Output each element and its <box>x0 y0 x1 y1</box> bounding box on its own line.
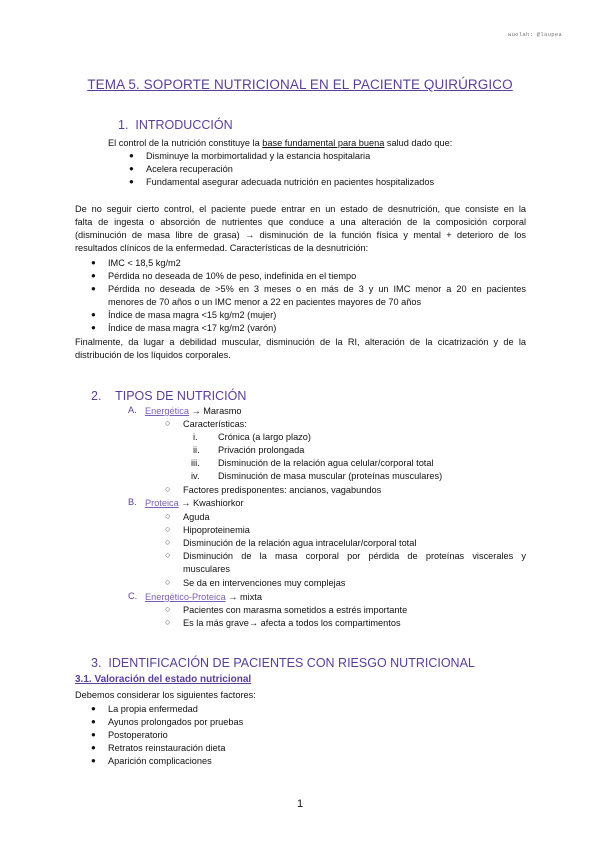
list-item: Retratos reinstauración dieta <box>108 743 226 753</box>
intro-text-end: salud dado que: <box>386 138 453 148</box>
paragraph-line: Debemos considerar los siguientes factores: <box>75 690 256 700</box>
list-item: Índice de masa magra <15 kg/m2 (mujer) <box>108 310 277 320</box>
list-item: Disminución de la masa corporal por pérdida de proteínas viscerales y <box>183 551 526 561</box>
roman-numeral: iv. <box>191 471 200 481</box>
list-item: Disminución de masa muscular (proteínas musculares) <box>218 471 443 481</box>
circle-bullet-icon: ○ <box>165 484 171 494</box>
circle-bullet-icon: ○ <box>165 617 171 627</box>
item-label: Marasmo <box>203 406 242 416</box>
list-item: Privación prolongada <box>218 445 305 455</box>
bullet-icon: ● <box>91 756 96 765</box>
list-item: Aparición complicaciones <box>108 756 212 766</box>
roman-numeral: ii. <box>193 445 200 455</box>
circle-bullet-icon: ○ <box>165 524 171 534</box>
paragraph-line: distribución de los líquidos corporales. <box>75 350 231 360</box>
bullet-icon: ● <box>91 704 96 713</box>
paragraph-line: De no seguir cierto control, el paciente puede entrar en un estado de desnutrición, que consiste en la <box>75 204 526 214</box>
page-title: TEMA 5. SOPORTE NUTRICIONAL EN EL PACIENTE QUIRÚRGICO <box>87 77 513 92</box>
bullet-icon: ● <box>91 271 96 280</box>
section-title: INTRODUCCIÓN <box>135 118 233 132</box>
bullet-icon: ● <box>91 323 96 332</box>
list-item: Disminución de la relación agua celular/corporal total <box>218 458 434 468</box>
list-item: Factores predisponentes: ancianos, vagabundos <box>183 485 382 495</box>
list-item: Disminución de la relación agua intracelular/corporal total <box>183 538 417 548</box>
section-number: 1. <box>118 118 129 132</box>
circle-bullet-icon: ○ <box>165 550 171 560</box>
paragraph-line: falta de ingesta o absorción de nutrientes que conduce a una alteración de la composición corporal <box>75 217 526 227</box>
section-3-heading <box>91 656 475 670</box>
bullet-icon: ● <box>129 177 134 186</box>
list-item: Índice de masa magra <17 kg/m2 (varón) <box>108 323 277 333</box>
bullet-icon: ● <box>91 743 96 752</box>
bullet-icon: ● <box>91 258 96 267</box>
roman-numeral: iii. <box>191 458 200 468</box>
list-item: Acelera recuperación <box>146 164 233 174</box>
list-item: Ayunos prolongados por pruebas <box>108 717 244 727</box>
paragraph-line: Finalmente, da lugar a debilidad muscular, disminución de la RI, alteración de la cicatrización y de la <box>75 337 526 347</box>
list-item-c <box>145 591 262 603</box>
bullet-icon: ● <box>129 151 134 160</box>
circle-bullet-icon: ○ <box>165 537 171 547</box>
list-item: Crónica (a largo plazo) <box>218 432 311 442</box>
bullet-icon: ● <box>91 730 96 739</box>
list-item-continued: menores de 70 años o un IMC menor a 22 en pacientes mayores de 70 años <box>108 297 422 307</box>
item-label: mixta <box>240 592 262 602</box>
list-item: Características: <box>183 419 247 429</box>
list-item: Pacientes con marasma sometidos a estrés importante <box>183 605 408 615</box>
section-number: 3. <box>91 656 102 670</box>
list-item: Es la más grave→ afecta a todos los compartimentos <box>183 618 401 628</box>
bullet-icon: ● <box>91 717 96 726</box>
intro-underlined: base fundamental para buena <box>262 138 385 148</box>
list-letter: C. <box>128 591 138 601</box>
circle-bullet-icon: ○ <box>165 577 171 587</box>
subsection-title: 3.1. Valoración del estado nutricional <box>75 674 252 685</box>
item-label: Kwashiorkor <box>193 498 244 508</box>
section-1-heading <box>118 118 233 132</box>
bullet-icon: ● <box>91 310 96 319</box>
list-item: Hipoproteinemia <box>183 525 250 535</box>
paragraph-line: resultados clínicos de la enfermedad. Características de la desnutrición: <box>75 243 369 253</box>
list-letter: B. <box>128 497 137 507</box>
arrow: → <box>181 498 191 508</box>
intro-text: El control de la nutrición constituye la <box>108 138 260 148</box>
section-title: TIPOS DE NUTRICIÓN <box>115 389 247 403</box>
circle-bullet-icon: ○ <box>165 511 171 521</box>
circle-bullet-icon: ○ <box>165 604 171 614</box>
paragraph-line: (disminución de masa libre de grasa) → disminución de la función física y mental + deterioro de los <box>75 230 526 240</box>
section-title: IDENTIFICACIÓN DE PACIENTES CON RIESGO NUTRICIONAL <box>108 656 475 670</box>
list-item: Se da en intervenciones muy complejas <box>183 578 346 588</box>
proteica-link[interactable]: Proteica <box>145 498 179 508</box>
arrow: → <box>228 592 238 602</box>
energetica-link[interactable]: Energética <box>145 406 189 416</box>
list-item: Aguda <box>183 512 210 522</box>
list-item: IMC < 18,5 kg/m2 <box>108 258 181 268</box>
bullet-icon: ● <box>129 164 134 173</box>
section-2-heading <box>91 389 246 403</box>
circle-bullet-icon: ○ <box>165 418 171 428</box>
bullet-icon: ● <box>91 284 96 293</box>
watermark: wuolah: @laupea <box>507 31 562 38</box>
roman-numeral: i. <box>193 432 198 442</box>
page-number: 1 <box>296 798 304 810</box>
list-item-continued: musculares <box>183 564 230 574</box>
list-item: Fundamental asegurar adecuada nutrición en pacientes hospitalizados <box>146 177 435 187</box>
list-item: Postoperatorio <box>108 730 168 740</box>
list-item: Disminuye la morbimortalidad y la estancia hospitalaria <box>146 151 371 161</box>
list-item-b <box>145 497 244 509</box>
list-item: Pérdida no deseada de 10% de peso, indefinida en el tiempo <box>108 271 357 281</box>
list-item-a <box>145 405 242 417</box>
section-number: 2. <box>91 389 102 403</box>
list-letter: A. <box>128 405 137 415</box>
arrow: → <box>191 406 201 416</box>
list-item: La propia enfermedad <box>108 704 198 714</box>
energetico-proteica-link[interactable]: Energético-Proteica <box>145 592 226 602</box>
list-item: Pérdida no deseada de >5% en 3 meses o en más de 3 y un IMC menor a 20 en pacientes <box>108 284 526 294</box>
intro-sentence <box>108 137 452 149</box>
